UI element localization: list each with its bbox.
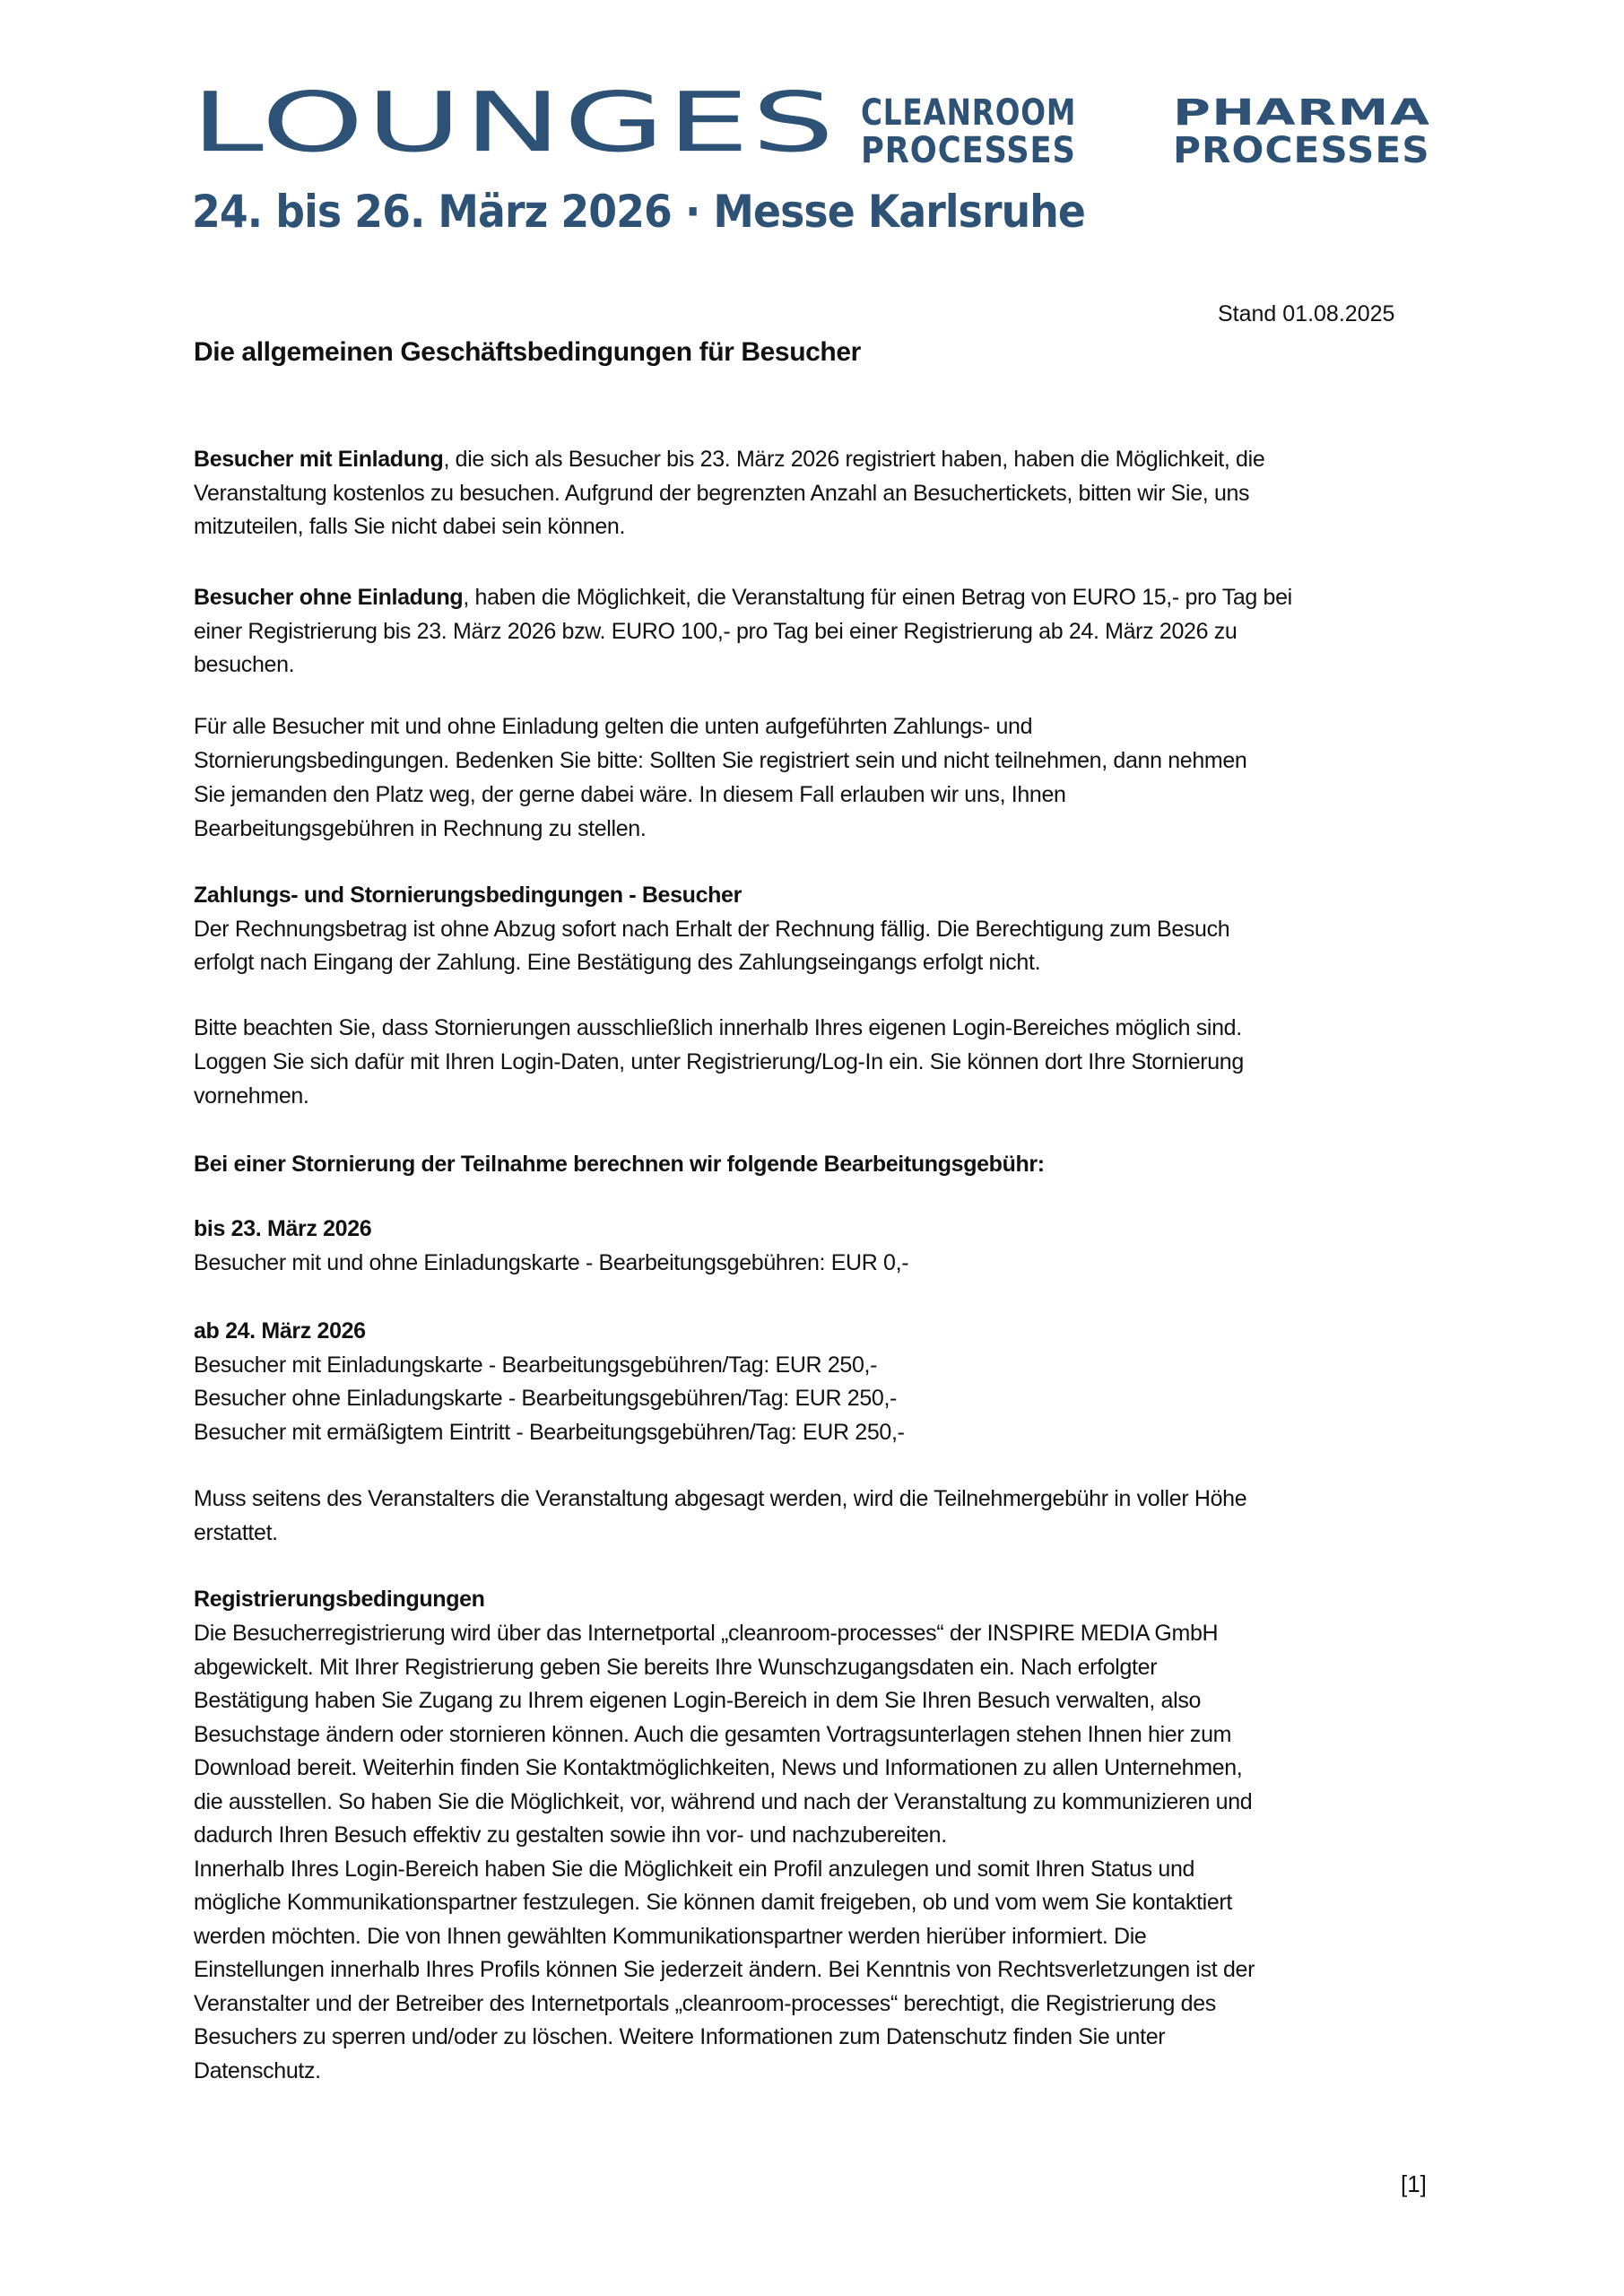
cancel-line: Bitte beachten Sie, dass Stornierungen ausschließlich innerhalb Ihres eigenen Login-Bereiches möglich sind. bbox=[194, 1015, 1242, 1040]
registration-heading: Registrierungsbedingungen bbox=[194, 1587, 485, 1612]
p3-line: Für alle Besucher mit und ohne Einladung gelten die unten aufgeführten Zahlungs- und bbox=[194, 714, 1033, 739]
registration-line: Besuchstage ändern oder stornieren können. Auch die gesamten Vortragsunterlagen stehen Ihnen hier zum bbox=[194, 1721, 1232, 1747]
p2-bold: Besucher ohne Einladung bbox=[194, 585, 464, 610]
p3-line: Stornierungsbedingungen. Bedenken Sie bitte: Sollten Sie registriert sein und nicht teilnehmen, dann nehmen bbox=[194, 748, 1247, 773]
version-date: Stand 01.08.2025 bbox=[1218, 301, 1395, 326]
payment-heading: Zahlungs- und Stornierungsbedingungen - Besucher bbox=[194, 883, 742, 908]
refund-line: Muss seitens des Veranstalters die Veranstaltung abgesagt werden, wird die Teilnehmergebühr in voller Höhe bbox=[194, 1486, 1247, 1511]
p2-line bbox=[194, 584, 1292, 611]
registration-line: Datenschutz. bbox=[194, 2057, 321, 2083]
registration-line: abgewickelt. Mit Ihrer Registrierung geben Sie bereits Ihre Wunschzugangsdaten ein. Nach erfolgter bbox=[194, 1654, 1158, 1680]
registration-line: werden möchten. Die von Ihnen gewählten Kommunikationspartner werden hierüber informiert. Die bbox=[194, 1923, 1147, 1949]
fee-line: Besucher mit und ohne Einladungskarte - Bearbeitungsgebühren: EUR 0,- bbox=[194, 1250, 909, 1275]
registration-line: Die Besucherregistrierung wird über das Internetportal „cleanroom-processes“ der INSPIRE MEDIA GmbH bbox=[194, 1621, 1219, 1646]
registration-line: Download bereit. Weiterhin finden Sie Kontaktmöglichkeiten, News und Informationen zu allen Unternehmen, bbox=[194, 1755, 1243, 1780]
p1-line: mitzuteilen, falls Sie nicht dabei sein können. bbox=[194, 514, 626, 539]
fee-line: Besucher mit ermäßigtem Eintritt - Bearbeitungsgebühren/Tag: EUR 250,- bbox=[194, 1420, 905, 1445]
cancel-line: Loggen Sie sich dafür mit Ihren Login-Daten, unter Registrierung/Log-In ein. Sie können dort Ihre Stornierung bbox=[194, 1049, 1244, 1074]
p1-line bbox=[194, 446, 1264, 473]
page-title: Die allgemeinen Geschäftsbedingungen für Besucher bbox=[194, 337, 861, 367]
p2-line: besuchen. bbox=[194, 652, 295, 677]
logo-cleanroom-line2: PROCESSES bbox=[861, 130, 1076, 171]
logo-lounges: LOUNGES bbox=[191, 74, 838, 171]
fee-heading: Bei einer Stornierung der Teilnahme berechnen wir folgende Bearbeitungsgebühr: bbox=[194, 1152, 1045, 1177]
from-heading: ab 24. März 2026 bbox=[194, 1318, 366, 1344]
refund-line: erstattet. bbox=[194, 1520, 278, 1545]
p2-line1-text: , haben die Möglichkeit, die Veranstaltung für einen Betrag von EURO 15,- pro Tag bei bbox=[463, 585, 1292, 610]
registration-line: dadurch Ihren Besuch effektiv zu gestalten sowie ihn vor- und nachzubereiten. bbox=[194, 1822, 947, 1848]
page-number: [1] bbox=[1401, 2170, 1427, 2197]
logo-cleanroom-line1: CLEANROOM bbox=[861, 92, 1077, 134]
registration-line: Bestätigung haben Sie Zugang zu Ihrem eigenen Login-Bereich in dem Sie Ihren Besuch verwalten, also bbox=[194, 1688, 1202, 1713]
payment-line: Der Rechnungsbetrag ist ohne Abzug sofort nach Erhalt der Rechnung fällig. Die Berechtigung zum Besuch bbox=[194, 917, 1230, 942]
p1-line1-text: , die sich als Besucher bis 23. März 2026 registriert haben, haben die Möglichkeit, die bbox=[443, 447, 1265, 472]
logo-pharma-line2: PROCESSES bbox=[1173, 130, 1430, 171]
p1-line: Veranstaltung kostenlos zu besuchen. Aufgrund der begrenzten Anzahl an Besuchertickets, bitten wir Sie, uns bbox=[194, 481, 1250, 506]
registration-line: mögliche Kommunikationspartner festzulegen. Sie können damit freigeben, ob und vom wem Sie kontaktiert bbox=[194, 1890, 1233, 1915]
fee-line: Besucher ohne Einladungskarte - Bearbeitungsgebühren/Tag: EUR 250,- bbox=[194, 1386, 898, 1411]
registration-line: Besuchers zu sperren und/oder zu löschen. Weitere Informationen zum Datenschutz finden Sie unter bbox=[194, 2024, 1166, 2049]
registration-line: Veranstalter und der Betreiber des Internetportals „cleanroom-processes“ berechtigt, die Registrierung des bbox=[194, 1990, 1216, 2016]
p3-line: Sie jemanden den Platz weg, der gerne dabei wäre. In diesem Fall erlauben wir uns, Ihnen bbox=[194, 782, 1066, 807]
registration-line: die ausstellen. So haben Sie die Möglichkeit, vor, während und nach der Veranstaltung zu kommunizieren und bbox=[194, 1788, 1253, 1814]
logo-pharma-line1: PHARMA bbox=[1173, 92, 1431, 134]
cancel-line: vornehmen. bbox=[194, 1083, 309, 1109]
fee-line: Besucher mit Einladungskarte - Bearbeitungsgebühren/Tag: EUR 250,- bbox=[194, 1352, 878, 1378]
until-heading: bis 23. März 2026 bbox=[194, 1216, 372, 1241]
p3-line: Bearbeitungsgebühren in Rechnung zu stellen. bbox=[194, 816, 647, 841]
p2-line: einer Registrierung bis 23. März 2026 bzw. EURO 100,- pro Tag bei einer Registrierung ab 24. März 2026 zu bbox=[194, 619, 1238, 644]
event-date-location: 24. bis 26. März 2026 · Messe Karlsruhe bbox=[192, 186, 1086, 238]
registration-line: Einstellungen innerhalb Ihres Profils können Sie jederzeit ändern. Bei Kenntnis von Rechtsverletzungen ist der bbox=[194, 1957, 1255, 1982]
registration-line: Innerhalb Ihres Login-Bereich haben Sie die Möglichkeit ein Profil anzulegen und somit Ihren Status und bbox=[194, 1856, 1195, 1882]
p1-bold: Besucher mit Einladung bbox=[194, 447, 444, 472]
payment-line: erfolgt nach Eingang der Zahlung. Eine Bestätigung des Zahlungseingangs erfolgt nicht. bbox=[194, 950, 1041, 975]
